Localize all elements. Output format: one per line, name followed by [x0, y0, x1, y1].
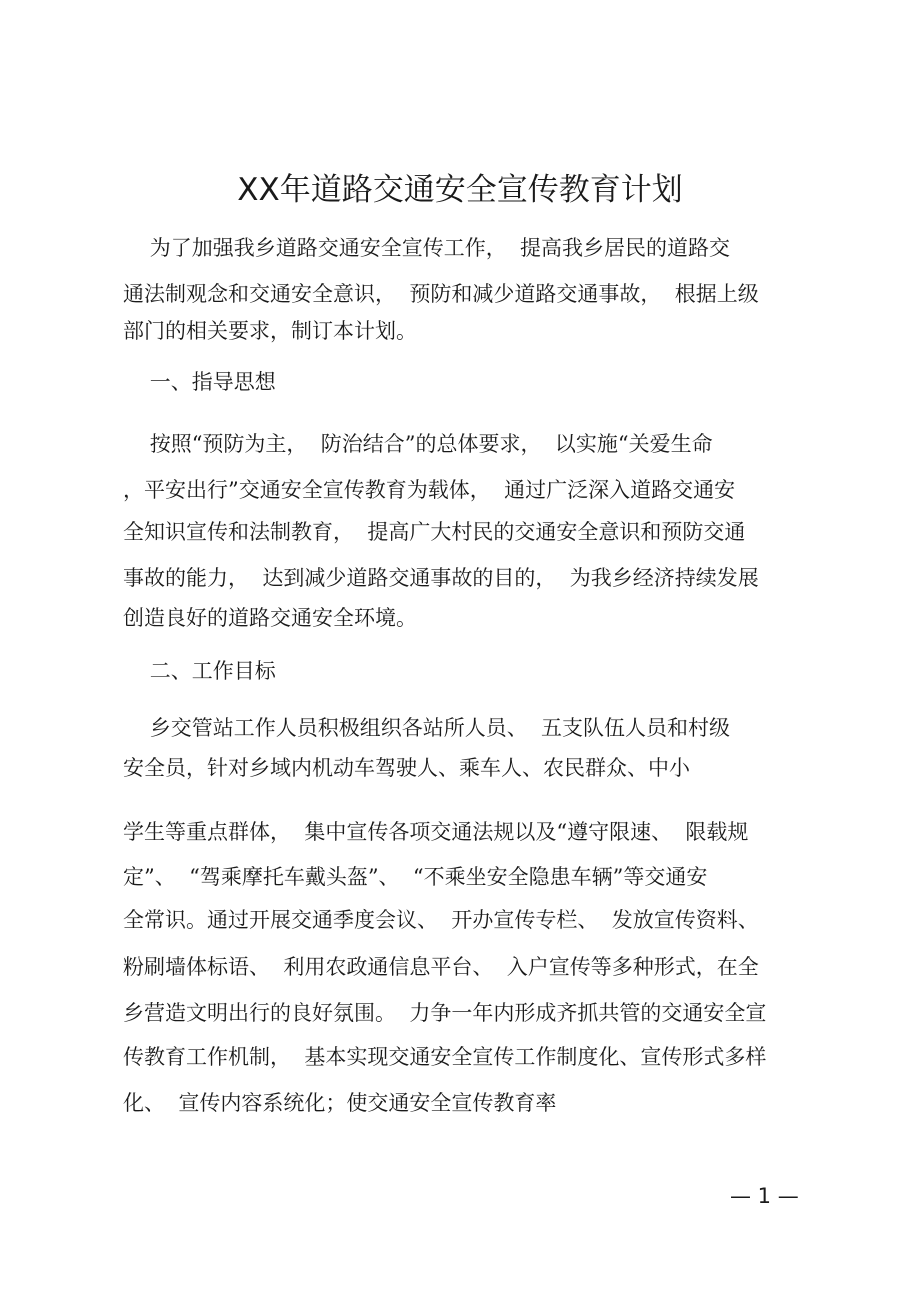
paragraph-line: 粉刷墙体标语、 利用农政通信息平台、 入户宣传等多种形式，在全 — [123, 955, 759, 979]
document-title: XX年道路交通安全宣传教育计划 — [237, 172, 683, 208]
paragraph-line: 乡交管站工作人员积极组织各站所人员、 五支队伍人员和村级 — [123, 716, 731, 740]
page-number: — 1 — — [730, 1184, 799, 1208]
paragraph-line: 创造良好的道路交通安全环境。 — [123, 606, 417, 630]
paragraph-line: 传教育工作机制， 基本实现交通安全宣传工作制度化、宣传形式多样 — [123, 1045, 767, 1069]
section-heading: 一、指导思想 — [123, 370, 276, 394]
paragraph-line: 事故的能力， 达到减少道路交通事故的目的， 为我乡经济持续发展 — [123, 566, 759, 590]
paragraph-line: 学生等重点群体， 集中宣传各项交通法规以及“遵守限速、 限载规 — [123, 820, 749, 844]
paragraph-line: 全知识宣传和法制教育， 提高广大村民的交通安全意识和预防交通 — [123, 520, 746, 544]
paragraph-line: 部门的相关要求，制订本计划。 — [123, 319, 417, 343]
paragraph-line: 为了加强我乡道路交通安全宣传工作， 提高我乡居民的道路交 — [123, 236, 731, 260]
paragraph-line: 定”、 “驾乘摩托车戴头盔”、 “不乘坐安全隐患车辆”等交通安 — [123, 865, 708, 889]
paragraph-line: 乡营造文明出行的良好氛围。 力争一年内形成齐抓共管的交通安全宣 — [123, 1001, 767, 1025]
paragraph-line: 全常识。通过开展交通季度会议、 开办宣传专栏、 发放宣传资料、 — [123, 908, 759, 932]
paragraph-line: 按照“预防为主， 防治结合”的总体要求， 以实施“关爱生命 — [123, 432, 713, 456]
paragraph-line: 通法制观念和交通安全意识， 预防和减少道路交通事故， 根据上级 — [123, 282, 759, 306]
paragraph-line: 安全员，针对乡域内机动车驾驶人、乘车人、农民群众、中小 — [123, 756, 690, 780]
paragraph-line: ，平安出行”交通安全宣传教育为载体， 通过广泛深入道路交通安 — [123, 478, 736, 502]
section-heading: 二、工作目标 — [123, 659, 276, 683]
paragraph-line: 化、 宣传内容系统化；使交通安全宣传教育率 — [123, 1091, 557, 1115]
